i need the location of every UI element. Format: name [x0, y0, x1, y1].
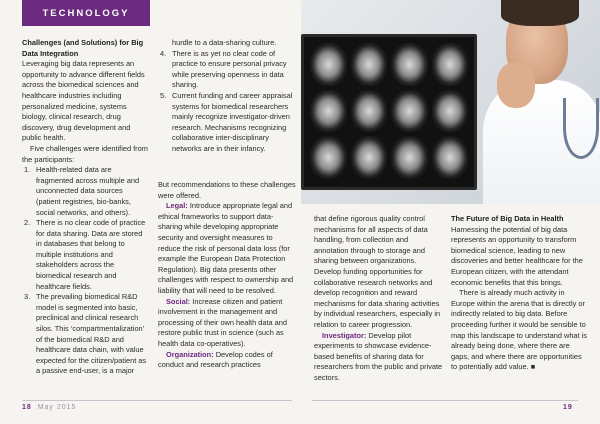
future-paragraph-1: Harnessing the potential of big data represents an opportunity to transform biomedical science, leading to new discoveries and better healthcare for the European citizen, with the attendant economic benefits that this brings. — [451, 224, 583, 287]
challenges-lead: Five challenges were identified from the participants: — [22, 143, 148, 164]
challenges-list — [22, 165, 148, 377]
footer-rule-right — [312, 400, 578, 401]
issue-date: May 2015 — [37, 404, 77, 411]
footer-right — [563, 404, 573, 411]
legal-paragraph: Legal: Introduce appropriate legal and ethical frameworks to support data-sharing while developing appropriate security and oversight measures to reduce the risk of personal data loss (for example the European Data Protection Regulation). Big data presents other challenges with respect to ownership and liability that will need to be resolved. — [158, 201, 294, 295]
column-4 — [451, 214, 587, 373]
organization-paragraph: Organization: Develop codes of conduct and research practices — [158, 349, 273, 370]
column-1 — [22, 38, 148, 377]
investigator-paragraph: Investigator: Develop pilot experiments to showcase evidence-based benefits of sharing data for researchers from the public and private sectors. — [314, 330, 443, 382]
doctor-mri-photo — [301, 0, 600, 204]
footer-left — [22, 404, 76, 411]
monitor-with-brain-scans — [301, 34, 477, 190]
stethoscope-icon — [563, 98, 599, 159]
column-3 — [314, 214, 444, 384]
page-number-right: 19 — [563, 404, 573, 411]
list-item: 5. Current funding and career appraisal systems for biomedical researchers mainly recognize investigator-driven research. Mechanisms recognizing collaborative inter-disciplinary networks are in their infancy. — [160, 90, 293, 153]
list-item: 3. The prevailing biomedical R&D model is segmented into basic, preclinical and clinical research silos. This ‘compartmentalization’ of the biomedical R&D and healthcare data chain, with value expected for the citizen/patient as a passive end-user, is a major — [24, 292, 147, 376]
section-heading: Challenges (and Solutions) for Big Data Integration — [22, 38, 144, 58]
future-heading: The Future of Big Data in Health — [451, 214, 564, 223]
section-tag: TECHNOLOGY — [22, 0, 150, 26]
footer-rule-left — [22, 400, 292, 401]
continued-text: hurdle to a data-sharing culture. — [172, 38, 277, 47]
future-paragraph-2: There is already much activity in Europe within the arena that is directly or indirectly related to big data. Before proceeding further it would be sensible to map this landscape to understand what is already being done, where there are gaps, and where there are opportunities to potentially add value. ■ — [451, 288, 587, 372]
doctor-hair — [501, 0, 579, 26]
list-item: 1. Health-related data are fragmented across multiple and unconnected data sources (patient registries, bio-banks, social networks, and others). — [24, 165, 140, 217]
continued-organization-text: that define rigorous quality control mechanisms for all aspects of data handling, from collection and annotation through to storage and sharing between organizations. Develop funding opportunities for collaborative research networks and develop recognition and reward mechanisms for data sharing activities by individual researchers, especially in relation to career progression. — [314, 214, 441, 329]
list-item: 4. There is as yet no clear code of practice to ensure personal privacy while preserving openness in data sharing. — [160, 48, 287, 90]
intro-paragraph: Leveraging big data represents an opportunity to advance different fields across the biomedical sciences and healthcare industries including personalized medicine, systems biology, clinical research, drug discovery, drug development and public health. — [22, 59, 145, 143]
challenges-list-continued — [158, 49, 296, 155]
list-item: 2. There is no clear code of practice for data sharing. Data are stored in databases that belong to multiple institutions and stakeholders across the biomedical research and healthcare fields. — [24, 218, 146, 291]
recommendations-lead: But recommendations to these challenges were offered. — [158, 180, 296, 200]
page-number-left: 18 — [22, 404, 32, 411]
column-2-top — [158, 38, 296, 155]
doctor-hand — [497, 62, 535, 108]
column-2-bottom — [158, 180, 296, 371]
social-paragraph: Social: Increase citizen and patient involvement in the management and processing of their own health data and restore public trust in science (such as health data co-operatives). — [158, 296, 288, 348]
